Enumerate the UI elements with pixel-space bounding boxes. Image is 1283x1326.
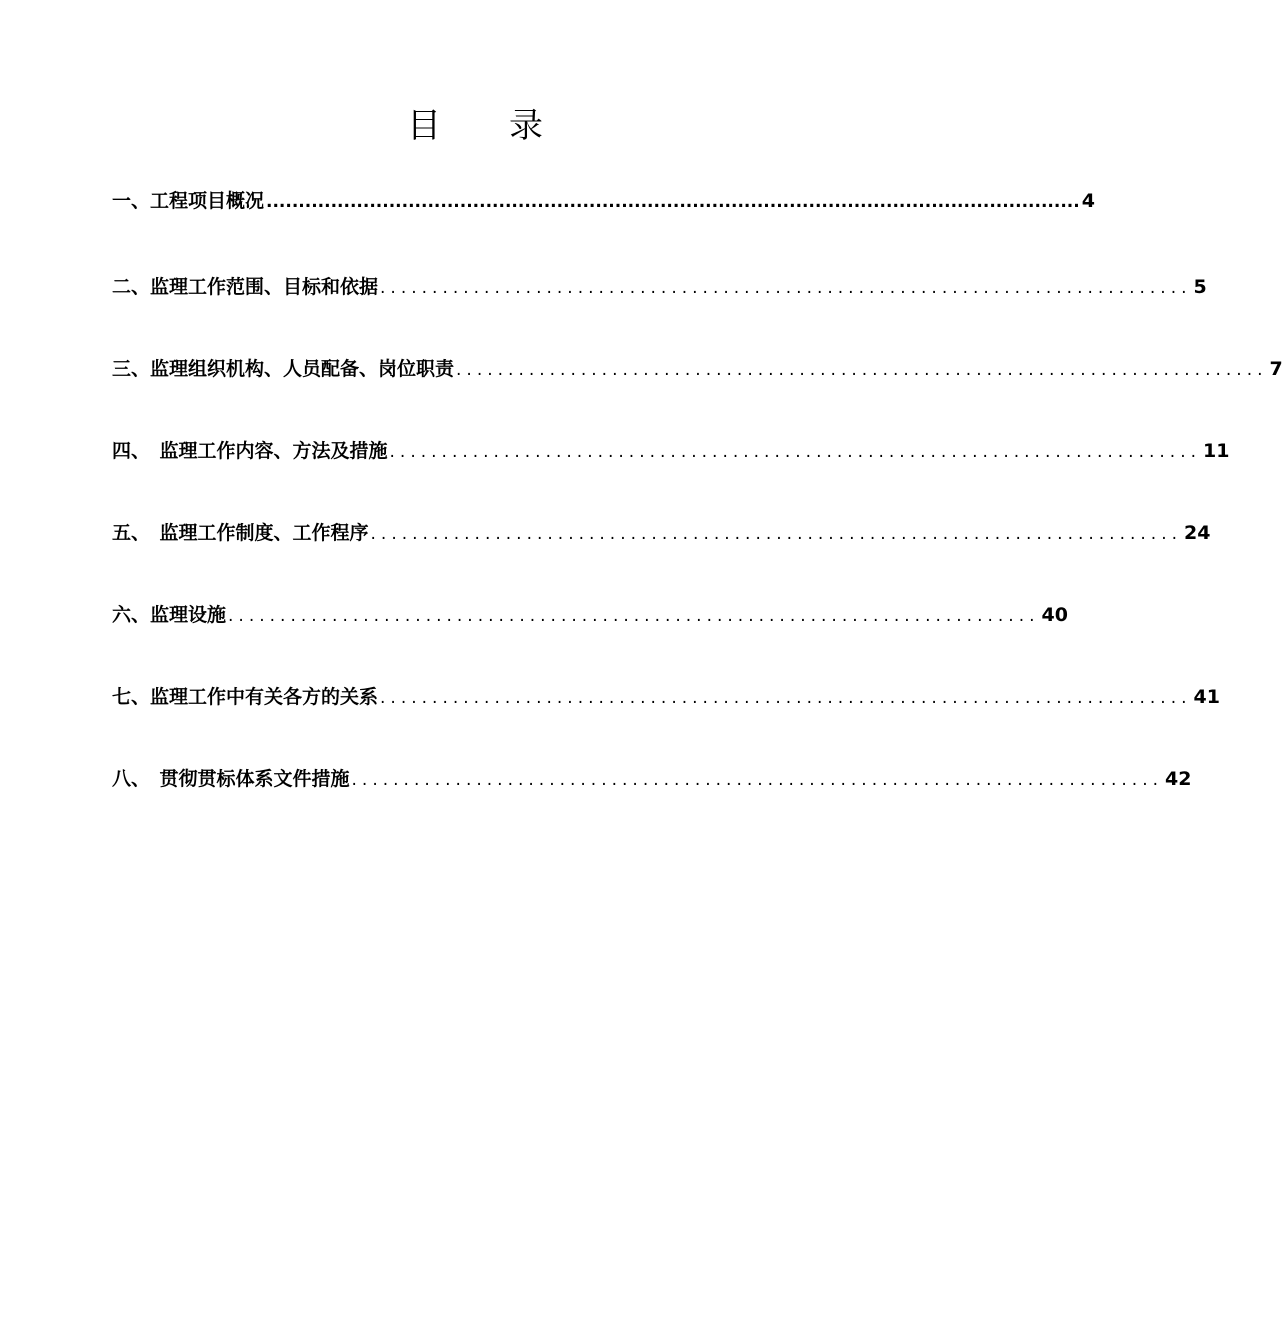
toc-dot-leader: .............................................................................. xyxy=(456,360,1268,380)
toc-entry-page: 42 xyxy=(1165,768,1192,790)
toc-entry-page: 41 xyxy=(1193,686,1220,708)
toc-entry[interactable] xyxy=(112,432,1230,470)
toc-entry[interactable] xyxy=(112,268,1207,306)
toc-entry-page: 24 xyxy=(1184,522,1211,544)
toc-dot-leader: .............................................................................. xyxy=(228,606,1040,626)
toc-dot-leader: .............................................................................. xyxy=(370,524,1183,544)
toc-entry-page: 5 xyxy=(1193,276,1207,298)
toc-entry-page: 4 xyxy=(1081,190,1095,212)
toc-entry[interactable] xyxy=(112,350,1283,388)
toc-entry-page: 7 xyxy=(1269,358,1283,380)
toc-entry[interactable] xyxy=(112,514,1211,552)
toc-dot-leader: .............................................................................. xyxy=(380,688,1192,708)
toc-dot-leader: .............................................................................................................................. xyxy=(266,192,1080,212)
toc-entry[interactable] xyxy=(112,182,1095,220)
toc-entry-title: 二、监理工作范围、目标和依据 xyxy=(112,276,379,298)
toc-entry-title: 四、 监理工作内容、方法及措施 xyxy=(112,440,388,462)
toc-entry[interactable] xyxy=(112,678,1220,716)
toc-entry-page: 40 xyxy=(1041,604,1068,626)
toc-dot-leader: .............................................................................. xyxy=(380,278,1192,298)
toc-entry[interactable] xyxy=(112,596,1068,634)
toc-dot-leader: .............................................................................. xyxy=(389,442,1202,462)
toc-entry-title: 一、工程项目概况 xyxy=(112,190,265,212)
toc-entry-title: 五、 监理工作制度、工作程序 xyxy=(112,522,369,544)
toc-dot-leader: .............................................................................. xyxy=(351,770,1164,790)
toc-title: 目 录 xyxy=(407,106,543,146)
toc-entry[interactable] xyxy=(112,760,1192,798)
toc-entry-title: 六、监理设施 xyxy=(112,604,227,626)
toc-entry-title: 八、 贯彻贯标体系文件措施 xyxy=(112,768,350,790)
toc-entry-page: 11 xyxy=(1203,440,1230,462)
toc-entry-title: 七、监理工作中有关各方的关系 xyxy=(112,686,379,708)
toc-list xyxy=(112,182,1283,798)
toc-entry-title: 三、监理组织机构、人员配备、岗位职责 xyxy=(112,358,455,380)
